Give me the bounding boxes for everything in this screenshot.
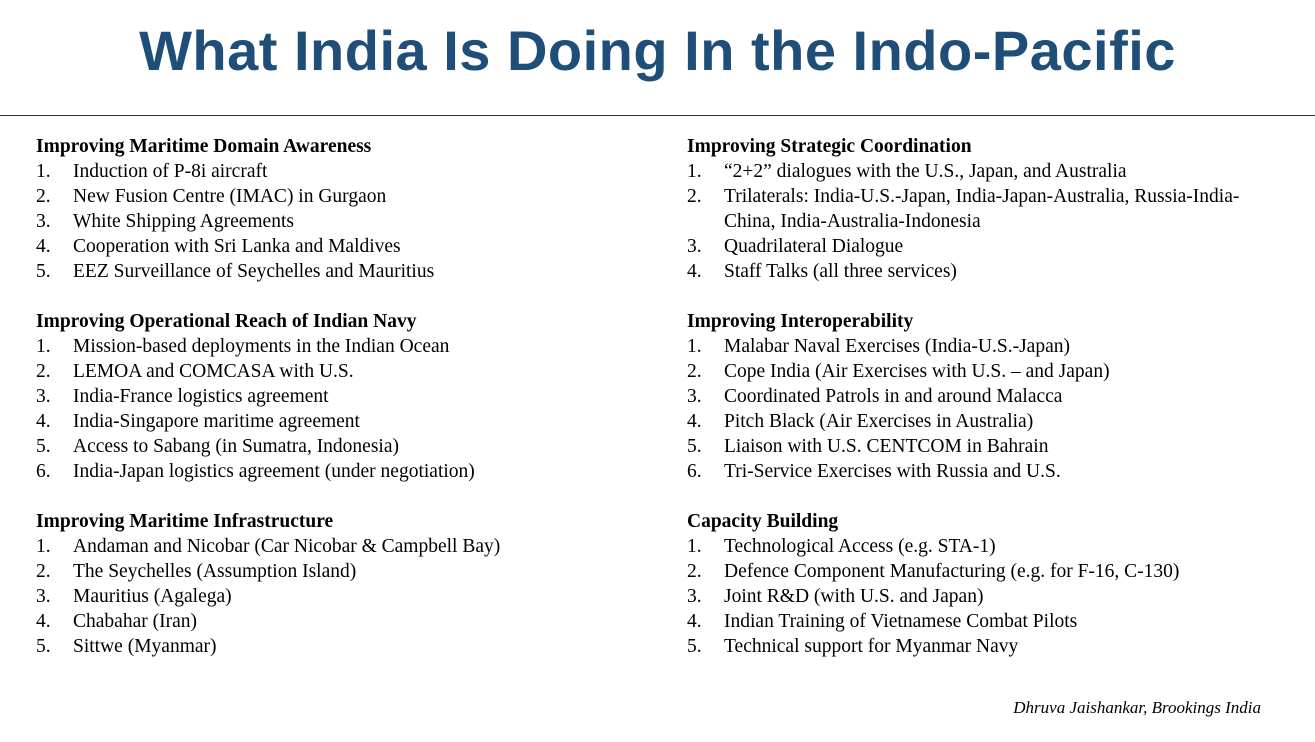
list-item-number: 3. bbox=[687, 236, 702, 257]
list-item-text: Chabahar (Iran) bbox=[73, 611, 197, 632]
list-item-number: 4. bbox=[36, 611, 51, 632]
list-item bbox=[687, 434, 1267, 459]
list-item-text: Technical support for Myanmar Navy bbox=[724, 636, 1019, 657]
section-heading: Improving Operational Reach of Indian Navy bbox=[36, 311, 417, 332]
list-item bbox=[687, 609, 1267, 634]
list-item-number: 5. bbox=[687, 436, 702, 457]
list-item-text: Cope India (Air Exercises with U.S. – and Japan) bbox=[724, 361, 1110, 382]
list-item bbox=[687, 184, 1267, 234]
section bbox=[687, 509, 1267, 659]
list-item-number: 5. bbox=[36, 636, 51, 657]
list-item bbox=[36, 459, 656, 484]
list-item-text: Induction of P-8i aircraft bbox=[73, 161, 268, 182]
list-item-number: 2. bbox=[687, 361, 702, 382]
list-item-number: 2. bbox=[36, 361, 51, 382]
list-item-number: 5. bbox=[36, 436, 51, 457]
list-item-number: 3. bbox=[36, 586, 51, 607]
list-item-text: Mauritius (Agalega) bbox=[73, 586, 232, 607]
list-item-text: Pitch Black (Air Exercises in Australia) bbox=[724, 411, 1034, 432]
list-item-number: 1. bbox=[687, 336, 702, 357]
list-item-text: Defence Component Manufacturing (e.g. for F-16, C-130) bbox=[724, 561, 1180, 582]
list-item-number: 1. bbox=[687, 161, 702, 182]
list-item bbox=[36, 534, 656, 559]
list-item bbox=[36, 384, 656, 409]
list-item-number: 5. bbox=[36, 261, 51, 282]
right-column bbox=[687, 134, 1267, 684]
left-column bbox=[36, 134, 656, 684]
list-item-number: 1. bbox=[36, 161, 51, 182]
list-item-number: 1. bbox=[36, 336, 51, 357]
section-heading: Improving Maritime Domain Awareness bbox=[36, 136, 372, 157]
list-item bbox=[687, 234, 1267, 259]
list-item-text: Staff Talks (all three services) bbox=[724, 261, 957, 282]
list-item-text: Quadrilateral Dialogue bbox=[724, 236, 904, 257]
list-item-number: 6. bbox=[36, 461, 51, 482]
list-item-number: 2. bbox=[36, 186, 51, 207]
list-item-number: 1. bbox=[36, 536, 51, 557]
list-item bbox=[687, 534, 1267, 559]
list-item-text: Mission-based deployments in the Indian Ocean bbox=[73, 336, 450, 357]
list-item-text: Trilaterals: India-U.S.-Japan, India-Japan-Australia, Russia-India-China, India-Australia-Indonesia bbox=[724, 186, 1240, 232]
list-item-text: EEZ Surveillance of Seychelles and Mauritius bbox=[73, 261, 435, 282]
list-item-number: 4. bbox=[36, 236, 51, 257]
list-item bbox=[687, 384, 1267, 409]
section bbox=[36, 309, 656, 484]
list-item-number: 4. bbox=[687, 411, 702, 432]
list-item bbox=[36, 234, 656, 259]
list-item bbox=[687, 634, 1267, 659]
list-item-number: 3. bbox=[36, 386, 51, 407]
list-item bbox=[36, 209, 656, 234]
list-item-text: India-Japan logistics agreement (under negotiation) bbox=[73, 461, 475, 482]
item-list bbox=[687, 534, 1267, 659]
list-item bbox=[687, 459, 1267, 484]
list-item-number: 3. bbox=[687, 586, 702, 607]
list-item-text: “2+2” dialogues with the U.S., Japan, and Australia bbox=[724, 161, 1127, 182]
list-item-text: India-France logistics agreement bbox=[73, 386, 329, 407]
list-item bbox=[687, 409, 1267, 434]
list-item-text: White Shipping Agreements bbox=[73, 211, 294, 232]
list-item-text: Indian Training of Vietnamese Combat Pilots bbox=[724, 611, 1078, 632]
list-item-text: Access to Sabang (in Sumatra, Indonesia) bbox=[73, 436, 399, 457]
item-list bbox=[687, 334, 1267, 484]
list-item-text: Liaison with U.S. CENTCOM in Bahrain bbox=[724, 436, 1049, 457]
list-item-number: 4. bbox=[687, 611, 702, 632]
list-item-text: Sittwe (Myanmar) bbox=[73, 636, 217, 657]
list-item-text: Tri-Service Exercises with Russia and U.S. bbox=[724, 461, 1061, 482]
list-item-text: Cooperation with Sri Lanka and Maldives bbox=[73, 236, 401, 257]
section bbox=[36, 134, 656, 284]
list-item bbox=[687, 259, 1267, 284]
item-list bbox=[36, 334, 656, 484]
list-item-number: 3. bbox=[36, 211, 51, 232]
list-item bbox=[687, 359, 1267, 384]
list-item bbox=[36, 184, 656, 209]
list-item-number: 2. bbox=[687, 561, 702, 582]
section-heading: Improving Strategic Coordination bbox=[687, 136, 972, 157]
list-item bbox=[36, 259, 656, 284]
list-item bbox=[36, 434, 656, 459]
list-item-text: LEMOA and COMCASA with U.S. bbox=[73, 361, 354, 382]
list-item-number: 2. bbox=[36, 561, 51, 582]
list-item bbox=[36, 634, 656, 659]
list-item-text: Joint R&D (with U.S. and Japan) bbox=[724, 586, 984, 607]
list-item bbox=[687, 159, 1267, 184]
list-item-number: 4. bbox=[36, 411, 51, 432]
item-list bbox=[36, 534, 656, 659]
section-heading: Improving Maritime Infrastructure bbox=[36, 511, 334, 532]
list-item-number: 4. bbox=[687, 261, 702, 282]
item-list bbox=[36, 159, 656, 284]
list-item-number: 6. bbox=[687, 461, 702, 482]
list-item-text: The Seychelles (Assumption Island) bbox=[73, 561, 357, 582]
list-item-number: 1. bbox=[687, 536, 702, 557]
list-item-number: 3. bbox=[687, 386, 702, 407]
item-list bbox=[687, 159, 1267, 284]
list-item-number: 5. bbox=[687, 636, 702, 657]
list-item-number: 2. bbox=[687, 186, 702, 207]
title-divider bbox=[0, 115, 1315, 116]
list-item-text: Technological Access (e.g. STA-1) bbox=[724, 536, 996, 557]
section-heading: Capacity Building bbox=[687, 511, 839, 532]
list-item bbox=[36, 159, 656, 184]
section bbox=[36, 509, 656, 659]
list-item bbox=[36, 334, 656, 359]
section bbox=[687, 309, 1267, 484]
page-title: What India Is Doing In the Indo-Pacific bbox=[139, 19, 1176, 82]
list-item-text: India-Singapore maritime agreement bbox=[73, 411, 360, 432]
list-item bbox=[687, 334, 1267, 359]
list-item-text: Coordinated Patrols in and around Malacca bbox=[724, 386, 1063, 407]
list-item bbox=[36, 584, 656, 609]
list-item bbox=[36, 559, 656, 584]
list-item bbox=[36, 409, 656, 434]
list-item bbox=[36, 609, 656, 634]
list-item bbox=[687, 559, 1267, 584]
list-item bbox=[36, 359, 656, 384]
list-item-text: Malabar Naval Exercises (India-U.S.-Japan) bbox=[724, 336, 1070, 357]
author-credit: Dhruva Jaishankar, Brookings India bbox=[1013, 698, 1261, 717]
section bbox=[687, 134, 1267, 284]
list-item bbox=[687, 584, 1267, 609]
list-item-text: New Fusion Centre (IMAC) in Gurgaon bbox=[73, 186, 387, 207]
section-heading: Improving Interoperability bbox=[687, 311, 914, 332]
list-item-text: Andaman and Nicobar (Car Nicobar & Campbell Bay) bbox=[73, 536, 501, 557]
